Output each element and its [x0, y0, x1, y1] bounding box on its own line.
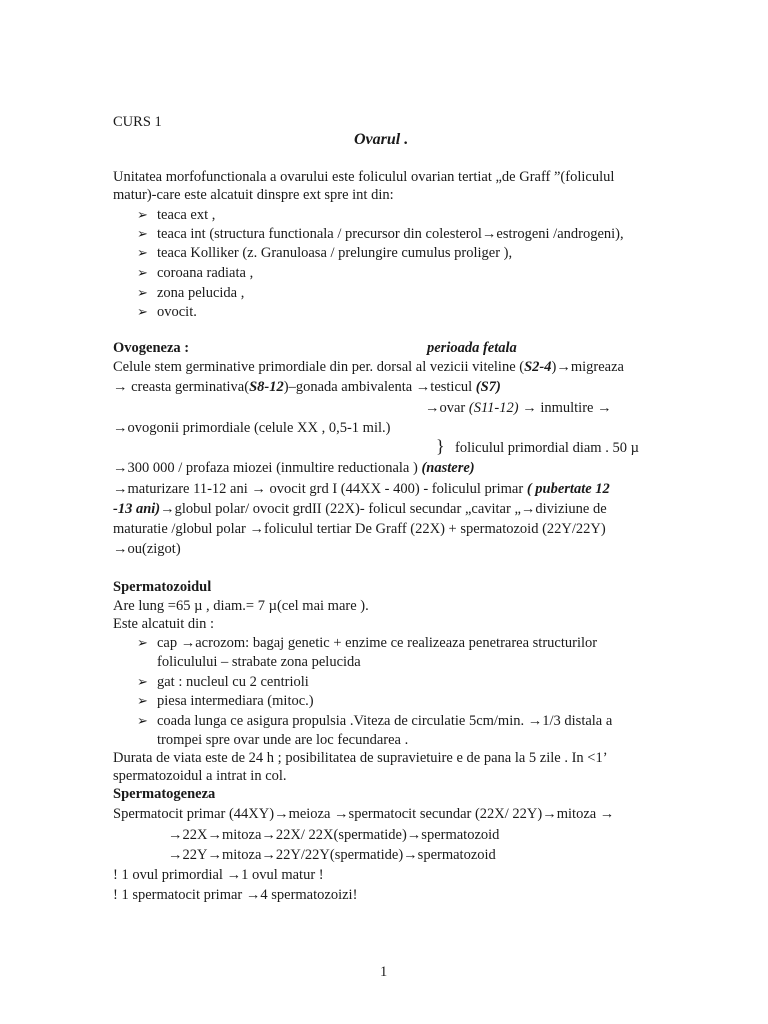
paragraph-line: →ou(zigot): [113, 541, 181, 557]
paragraph-line: Celule stem germinative primordiale din per. dorsal al vezicii viteline (S2-4)→migreaza: [113, 359, 624, 375]
arrow-bullet-icon: ➢: [137, 713, 148, 728]
list-item: coada lunga ce asigura propulsia .Viteza de circulatie 5cm/min. →1/3 distala a: [157, 713, 613, 729]
arrow-bullet-icon: ➢: [137, 226, 148, 241]
paragraph-line: ! 1 ovul primordial →1 ovul matur !: [113, 867, 324, 883]
paragraph-line: →22X→mitoza→22X/ 22X(spermatide)→spermatozoid: [168, 827, 500, 843]
paragraph-line: maturatie /globul polar →foliculul tertiar De Graff (22X) + spermatozoid (22Y/22Y): [113, 521, 606, 537]
paragraph-line: spermatozoidul a intrat in col.: [113, 768, 287, 784]
arrow-bullet-icon: ➢: [137, 207, 148, 222]
page-number: 1: [380, 964, 388, 980]
paragraph-line: →22Y→mitoza→22Y/22Y(spermatide)→spermatozoid: [168, 847, 496, 863]
list-item: teaca int (structura functionala / precursor din colesterol→estrogeni /androgeni),: [157, 226, 624, 242]
list-item: piesa intermediara (mitoc.): [157, 693, 314, 709]
list-item: cap →acrozom: bagaj genetic + enzime ce realizeaza penetrarea structurilor: [157, 635, 598, 651]
section-heading: Ovogeneza :: [113, 340, 190, 356]
paragraph-line: ! 1 spermatocit primar →4 spermatozoizi!: [113, 887, 358, 903]
section-heading: Spermatogeneza: [113, 786, 216, 802]
section-heading: Spermatozoidul: [113, 579, 212, 595]
list-item: trompei spre ovar unde are loc fecundarea .: [157, 732, 409, 748]
paragraph-line: matur)-care este alcatuit dinspre ext spre int din:: [113, 187, 394, 203]
paragraph-line: Unitatea morfofunctionala a ovarului este foliculul ovarian tertiat „de Graff ”(foliculul: [113, 169, 615, 185]
arrow-bullet-icon: ➢: [137, 304, 148, 319]
section-subheading: perioada fetala: [427, 340, 517, 356]
list-item: zona pelucida ,: [157, 285, 245, 301]
paragraph-line: →ovogonii primordiale (celule XX , 0,5-1 mil.): [113, 420, 391, 436]
paragraph-line: Spermatocit primar (44XY)→meioza →spermatocit secundar (22X/ 22Y)→mitoza →: [113, 806, 615, 822]
paragraph-line: Are lung =65 µ , diam.= 7 µ(cel mai mare ).: [113, 598, 369, 614]
arrow-bullet-icon: ➢: [137, 635, 148, 650]
arrow-bullet-icon: ➢: [137, 674, 148, 689]
arrow-bullet-icon: ➢: [137, 265, 148, 280]
brace-icon: }: [436, 436, 445, 456]
paragraph-line: Durata de viata este de 24 h ; posibilitatea de supravietuire e de pana la 5 zile . In <1’: [113, 750, 608, 766]
list-item: coroana radiata ,: [157, 265, 254, 281]
paragraph-line: Este alcatuit din :: [113, 616, 215, 632]
paragraph-line: -13 ani)→globul polar/ ovocit grdII (22X)- folicul secundar „cavitar „→diviziune de: [113, 501, 607, 517]
paragraph-line: foliculul primordial diam . 50 µ: [455, 440, 639, 456]
list-item: teaca ext ,: [157, 207, 216, 223]
course-label: CURS 1: [113, 114, 162, 130]
paragraph-line: → creasta germinativa(S8-12)–gonada ambivalenta →testicul (S7): [113, 379, 501, 395]
arrow-bullet-icon: ➢: [137, 285, 148, 300]
document-title: Ovarul .: [354, 131, 409, 148]
paragraph-line: →ovar (S11-12) → inmultire →: [425, 400, 612, 416]
list-item: foliculului – strabate zona pelucida: [157, 654, 361, 670]
list-item: ovocit.: [157, 304, 197, 320]
arrow-bullet-icon: ➢: [137, 245, 148, 260]
list-item: teaca Kolliker (z. Granuloasa / prelungire cumulus proliger ),: [157, 245, 513, 261]
paragraph-line: →maturizare 11-12 ani → ovocit grd I (44XX - 400) - foliculul primar ( pubertate 12: [113, 481, 610, 497]
arrow-bullet-icon: ➢: [137, 693, 148, 708]
paragraph-line: →300 000 / profaza miozei (inmultire reductionala ) (nastere): [113, 460, 475, 476]
list-item: gat : nucleul cu 2 centrioli: [157, 674, 309, 690]
